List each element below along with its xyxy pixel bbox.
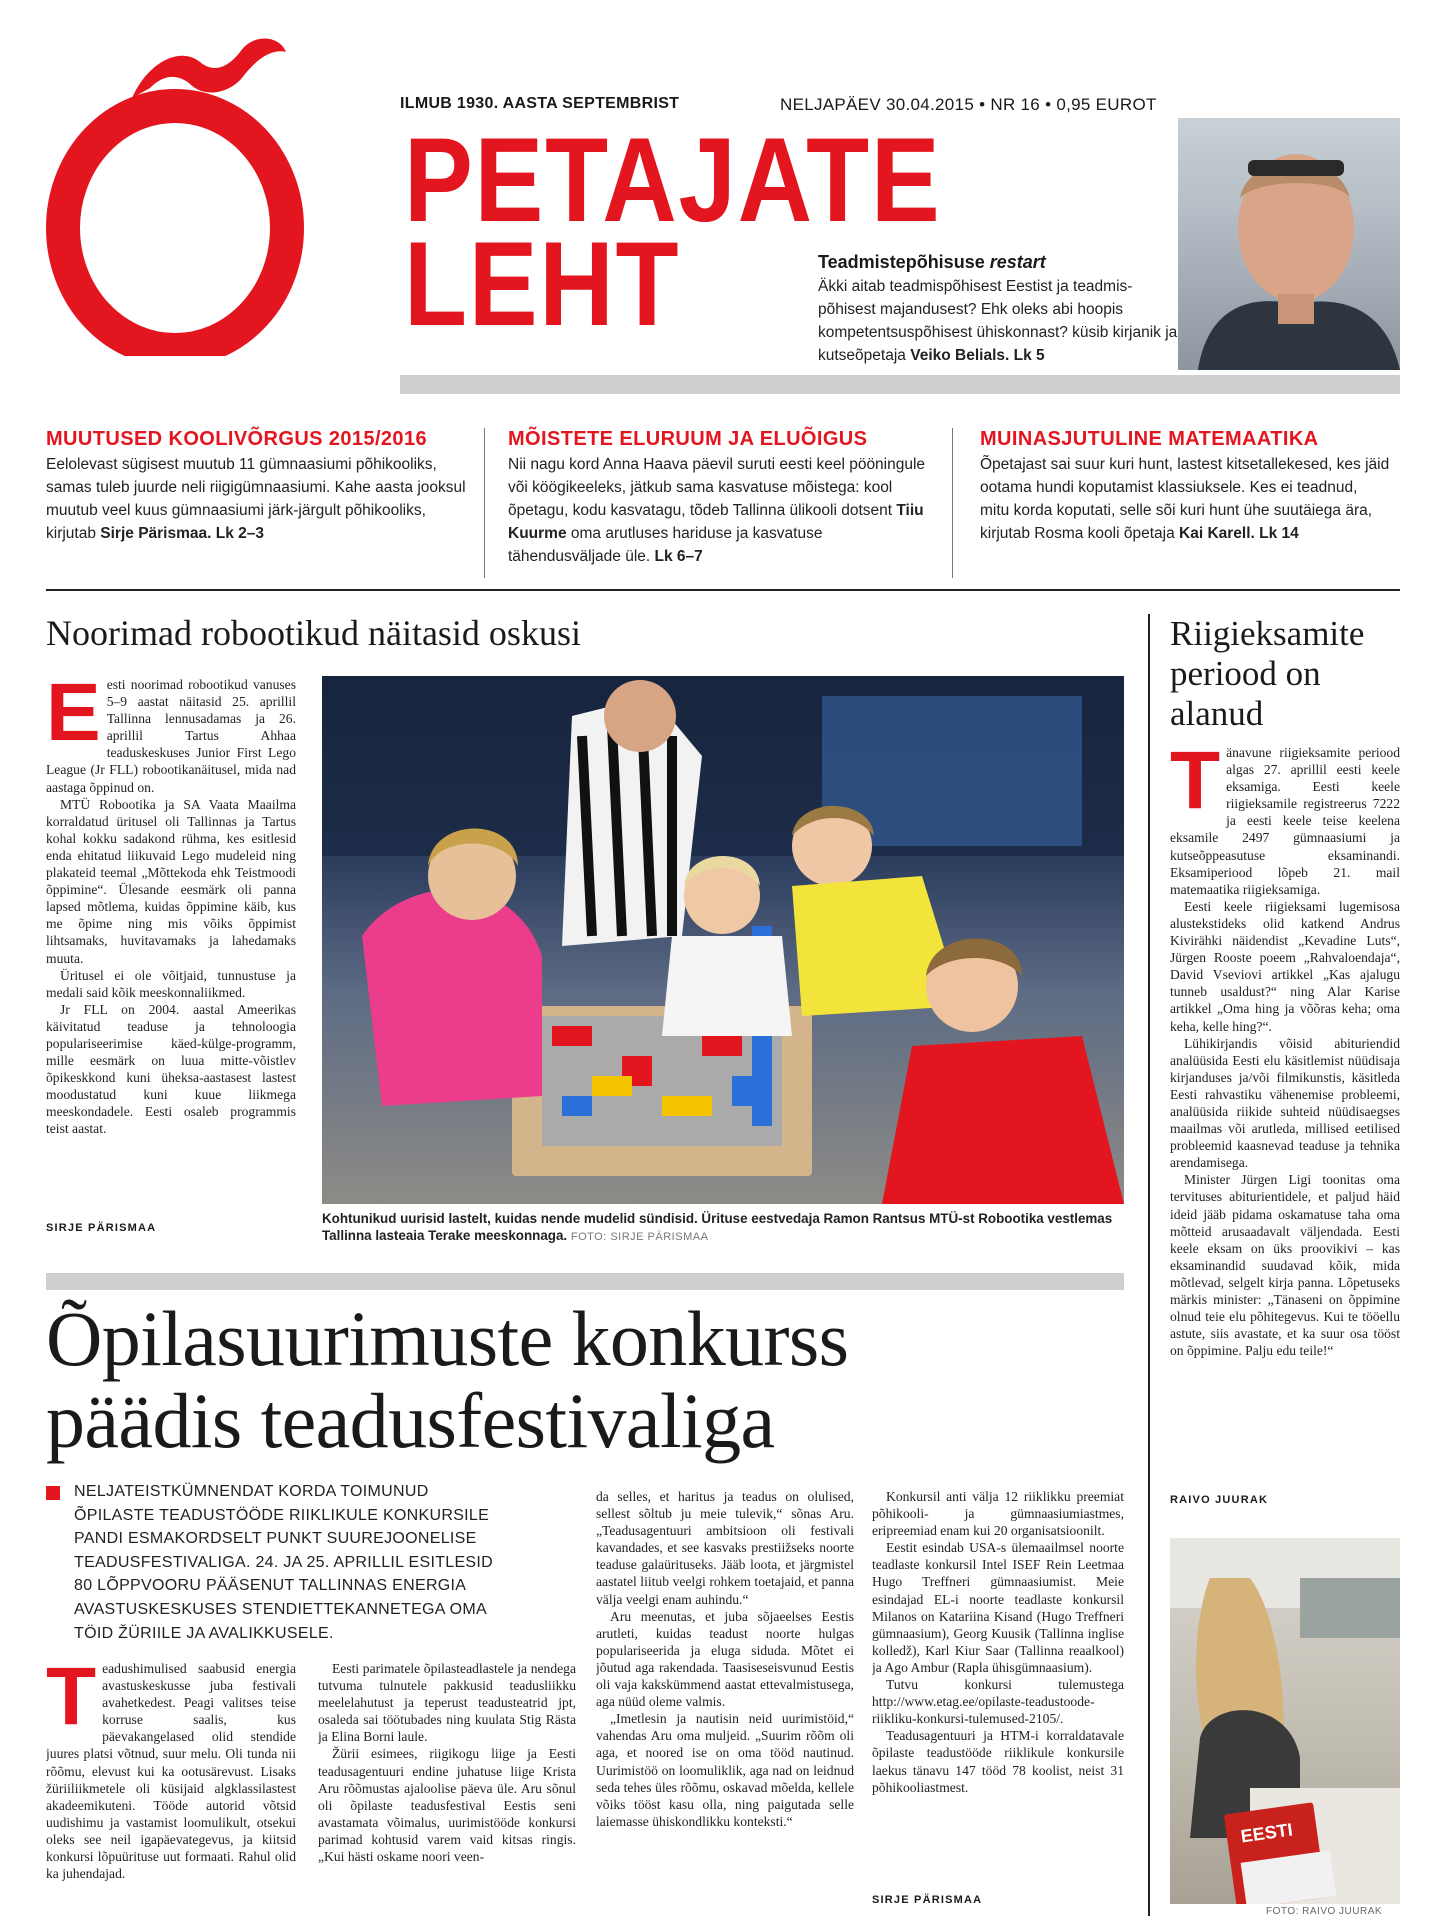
logo-ring (63, 106, 287, 350)
issue-line: NELJAPÄEV 30.04.2015 • NR 16 • 0,95 EUROT (780, 95, 1157, 114)
exam-byline: RAIVO JUURAK (1170, 1494, 1269, 1506)
main-col-1: T eadushimulised saabusid energia avastuskeskusse juba festivali avahetkedest. Peagi valitses teise korruse saalis, kus päevakangelased olid stendide juures platsi võtnud, suur melu. Oli tunda nii rõõmu, elevust kui ka ootusärevust. Lisaks žüriiliikmetele oli küsijaid algklassilastest akadeemikuteni. Tööde autorid võtsid uudishimu ja vastamist loomulikult, otsekui oleks see neil igapäevategevus, ja kiitsid konkursi lõpuürituse uut formaati. Rahul olid ka juhendajad. (46, 1660, 296, 1882)
top-teaser-body: Äkki aitab teadmispõhisest Eestist ja teadmispõhisest majandusest? Ehk oleks abi hoopis kompetentsuspõhisest ühiskonnast? küsib kirjanik ja kutseõpetaja Veiko Belials. Lk 5 (818, 278, 1178, 364)
masthead-bar (400, 375, 1400, 394)
main-lead: NELJATEISTKÜMNENDAT KORDA TOIMUNUD ÕPILASTE TEADUSTÖÖDE RIIKLIKULE KONKURSILE PANDI ESMAKORDSELT PUNKT SUUREJOONELISE TEADUSFESTIVALIGA. 24. JA 25. APRILLIL ESITLESID 80 LÕPPVOORU PÄÄSENUT TALLINNAS ENERGIA AVASTUSKESKUSES STENDIETTEKANNETEGA OMA TÖID ŽÜRIILE JA AVALIKKUSELE. (74, 1483, 494, 1642)
teaser-2-head: MÕISTETE ELURUUM JA ELUÕIGUS (508, 428, 868, 450)
teaser-3[interactable] (980, 428, 1390, 545)
masthead-logo-o (40, 28, 310, 356)
teaser-3-head: MUINASJUTULINE MATEMAATIKA (980, 428, 1319, 450)
exam-body: T änavune riigieksamite periood algas 27. aprillil eesti keele eksamiga. Eesti keele riigieksamile registreerus 7222 ja eesti keele teise keelena eksamile 2497 gümnaasiumi ja kutseõppeasutuse eksaminandi. Eksamiperiood lõpeb 21. mail matemaatika riigieksamiga. Eesti keele riigieksami lugemisosa alustekstideks olid katkend Andrus Kivirähki näidendist „Kevadine Luts“, Jürgen Rooste poeem „Rahvaloendaja“, David Vseviovi artikkel „Kas ajalugu tunneb usaldust?“ ning Alar Karise artikkel „Oma hing ja võõras keha; oma keha, kelle hing?“. Lühikirjandis võisid abituriendid analüüsida Eesti elu käsitlemist nüüdisaja kirjanduses ja/või filmikunstis, käsitleda Eesti rahvastiku vähenemise probleemi, analüüsida riikide suhteid nüüdisaegses maailmas või arutleda, millised eetilised probleemid kaasnevad teaduse ja tehnika arendamisega. Minister Jürgen Ligi toonitas oma tervituses abiturientidele, et paljud häid ideid jääb pidama oskamatuse taha oma mõtteid arusaadavalt väljendada. Eesti keele eksam on üks proovikivi – kas eksaminandid suudavad kõik, mida mõtlevad, selgelt kirja panna. Lõpetuseks märkis minister: „Tänaseni on õppimine olnud teie elu põhitegevus. Kui te tööellu astute, siis avastate, et ka suur osa tööst on õppimine. Palju edu teile!“ (1170, 744, 1400, 1359)
teaser-2[interactable] (508, 428, 928, 568)
teaser-divider-1 (484, 428, 485, 578)
main-dropcap: T (46, 1660, 97, 1742)
main-headline-line2: päädis teadusfestivaliga (46, 1377, 775, 1464)
teaser-3-body: Õpetajast sai suur kuri hunt, lastest kitsetallekesed, kes jäid ootama hundi koputamist klassiuksele. Kes ei teadnud, mitu korda koputati, selle sõi kuri hunt ühe suutäiega ära, kirjutab Rosma kooli õpetaja Kai Karell. Lk 14 (980, 456, 1390, 542)
right-column-rule (1148, 614, 1150, 1916)
exam-photo (1170, 1538, 1400, 1904)
lead-marker (46, 1486, 60, 1500)
robot-caption: Kohtunikud uurisid lastelt, kuidas nende mudelid sündisid. Ürituse eestvedaja Ramon Rantsus MTÜ-st Robootika vestlemas Tallinna lasteaia Terake meeskonnaga. FOTO: SIRJE PÄRISMAA (322, 1211, 1113, 1243)
main-headline-line1: Õpilasuurimuste konkurss (46, 1295, 849, 1382)
teaser-divider-2 (952, 428, 953, 578)
top-teaser-title: Teadmistepõhisuse restart (818, 252, 1046, 272)
teaser-2-body: Nii nagu kord Anna Haava päevil suruti eesti keel pööningule või köögikeeleks, jätkub sama kasvatuse mõistega: kool õpetagu, kodu kasvatagu, tõdeb Tallinna ülikooli dotsent Tiiu Kuurme oma arutluses hariduse ja kasvatuse tähendusväljade üle. Lk 6–7 (508, 456, 926, 565)
masthead-line2: LEHT (404, 217, 681, 351)
exam-photo-credit: FOTO: RAIVO JUURAK (1266, 1906, 1383, 1917)
robot-headline: Noorimad robootikud näitasid oskusi (46, 613, 581, 653)
main-headline (46, 1295, 849, 1464)
teaser-1-head: MUUTUSED KOOLIVÕRGUS 2015/2016 (46, 428, 427, 450)
teaser-1-body: Eelolevast sügisest muutub 11 gümnaasiumi põhikooliks, samas tuleb juurde neli riigigümnaasiumi. Kahe aasta jooksul muutub veel kuus gümnaasiumi järk-järgult põhikooliks, kirjutab Sirje Pärismaa. Lk 2–3 (46, 456, 466, 542)
robot-byline: SIRJE PÄRISMAA (46, 1222, 157, 1234)
author-portrait (1178, 118, 1400, 370)
founded-line: ILMUB 1930. AASTA SEPTEMBRIST (400, 95, 680, 112)
main-col-3: da selles, et haritus ja teadus on olulised, sellest sõltub ju meie tulevik,“ sõnas Aru. „Teadusagentuuri ambitsioon oli festivali kavandades, et see kasvaks prestiižseks noorte teaduse galaürituseks. Jääb loota, et järgmistel aastatel liitub veelgi rohkem toetajaid, et panna välja veelgi enam auhindu.“ Aru meenutas, et juba sõjaeelses Eestis arutleti, kuidas teadust noorte hulgas populariseerida ja eluga siduda. Mõtet ei jõutud aga rakendada. Taasiseseisvunud Eestis oli vaja kakskümmend aastat ettevalmistusega, aga nüüd oleme valmis. „Imetlesin ja nautisin neid uurimistöid,“ vahendas Aru oma muljeid. „Suurim rõõm oli aga, et noored ise on oma tööd nautinud. Uurimistöö on loomuliklik, aga nad on leidnud seda tehes üles rõõmu, oskavad mõelda, kellele võiks tööst kasu olla, ning paigutada selle laiemasse ühiskondlikku konteksti.“ (596, 1489, 854, 1829)
robot-photo (322, 676, 1124, 1204)
section-rule (46, 589, 1400, 591)
logo-tilde (132, 38, 286, 98)
main-col-2: Eesti parimatele õpilasteadlastele ja nendega tutvuma tulnutele pakkusid teadusliikku meelelahutust ja teperust teadusteatrid jpt, osaleda sai töötubades ning kuulata Stig Rästa ja Elina Borni laule. Žürii esimees, riigikogu liige ja Eesti teadusagentuuri endine juhatuse liige Krista Aru rõõmustas ajaloolise päeva üle. Aru sõnul oli õpilaste teadusfestival Eestis seni avastamata võimalus, uurimistööde konkursi parimad kohtusid varem vaid kitsas ringis. „Kui hästi oskame noori veen- (318, 1661, 576, 1865)
robot-dropcap: E (46, 676, 101, 758)
exam-dropcap: T (1170, 744, 1221, 826)
main-byline: SIRJE PÄRISMAA (872, 1894, 983, 1906)
exam-headline: Riigieksamite periood on alanud (1170, 614, 1365, 733)
robot-body: E esti noorimad robootikud vanuses 5–9 aastat näitasid 25. aprillil Tallinna lennusadamas ja 26. aprillil Tartus Ahhaa teaduskeskuses Junior First Lego League (Jr FLL) robootikanäitusel, mida nad aastaga õppinud on. MTÜ Robootika ja SA Vaata Maailma korraldatud üritusel oli Tallinnas ja Tartus kohal kokku sadakond rühma, kes esitlesid enda ehitatud liikuvaid Lego mudeleid ning plakateid teemal „Mõttekoda ehk Teistmoodi õppimine“. Ülesande eesmärk oli panna lapsed mõtlema, kuidas õppimine käib, kus me õpime ning mis võiks õppimist lihtsamaks, huvitavamaks ja lahedamaks muuta. Üritusel ei olе võitjaid, tunnustuse ja medali said kõik meeskonnaliikmed. Jr FLL on 2004. aastal Ameerikas käivitatud teaduse ja tehnoloogia populariseerimise käed-külge-programm, mille eesmärk on luua mitte-võistlev õpikeskkond kuni üheksa-aastasest lastest moodustatud kuni kuue liikmega meeskondadele. Eesti osaleb programmis teist aastat. (46, 676, 296, 1137)
masthead-line1: PETAJATE (404, 113, 942, 247)
top-teaser[interactable] (818, 252, 1178, 367)
main-headline-bar (46, 1273, 1124, 1290)
exam-book-label: EESTI (1239, 1819, 1294, 1847)
main-col-4: Konkursil anti välja 12 riiklikku preemiat põhikooli- ja gümnaasiumiastmes, eripreemiad enam kui 20 organisatsioonilt. Eestit esindab USA-s ülemaailmsel noorte teadlaste konkursil Intel ISEF Rein Leetmaa Hugo Treffneri gümnaasiumist. Meie esindajad EL-i noorte teadlaste konkursil Milanos on Katariina Kisand (Hugo Treffneri gümnaasium), Georg Kuusik (Tallinna inglise kolledž), Karl Kiur Saar (Tallinna reaalkool) ja Ago Ambur (Rapla ühisgümnaasium). Tutvu konkursi tulemustega http://www.etag.ee/opilaste-teadustoode-riikliku-konkursi-tulemused-2105/. Teadusagentuuri ja HTM-i korraldatavale õpilaste teadustööde riiklikule konkursile laekus tänavu 147 tööd 78 koolist, neist 31 põhikooliastmest. (872, 1489, 1124, 1795)
teaser-1[interactable] (46, 428, 466, 545)
